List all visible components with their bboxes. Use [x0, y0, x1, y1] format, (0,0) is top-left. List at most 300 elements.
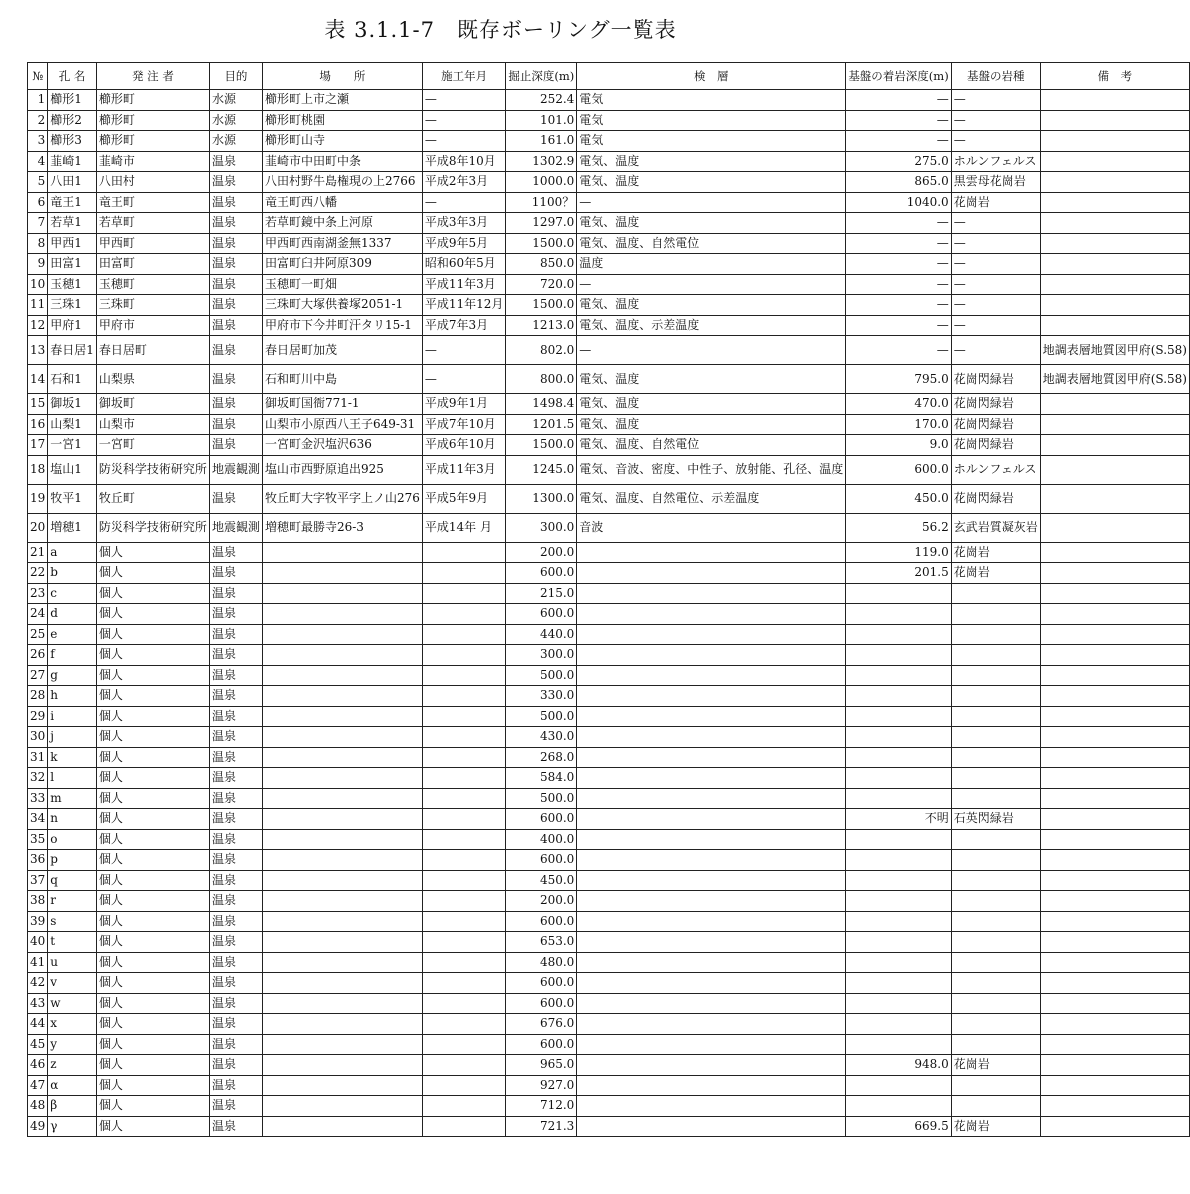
- cell-depth: 200.0: [506, 891, 577, 912]
- table-row: [28, 747, 1190, 768]
- cell-location: 韮崎市中田町中条: [262, 151, 422, 172]
- cell-basement-rock: 石英閃緑岩: [951, 809, 1040, 830]
- cell-purpose: 温泉: [209, 993, 262, 1014]
- cell-row-no: 46: [28, 1055, 48, 1076]
- cell-basement-rock: 花崗閃緑岩: [951, 365, 1040, 394]
- cell-basement-depth: [846, 624, 951, 645]
- cell-depth: 1245.0: [506, 455, 577, 484]
- cell-logging: [577, 624, 846, 645]
- cell-basement-depth: —: [846, 295, 951, 316]
- cell-row-no: 43: [28, 993, 48, 1014]
- table-row: [28, 973, 1190, 994]
- cell-location: [262, 583, 422, 604]
- cell-basement-depth: —: [846, 110, 951, 131]
- cell-basement-depth: [846, 747, 951, 768]
- cell-logging: [577, 665, 846, 686]
- cell-basement-rock: 花崗閃緑岩: [951, 394, 1040, 415]
- cell-purpose: 温泉: [209, 850, 262, 871]
- cell-remarks: [1040, 727, 1189, 748]
- cell-basement-depth: —: [846, 274, 951, 295]
- cell-depth: 300.0: [506, 513, 577, 542]
- cell-row-no: 42: [28, 973, 48, 994]
- cell-depth: 721.3: [506, 1116, 577, 1137]
- cell-location: [262, 952, 422, 973]
- cell-remarks: [1040, 993, 1189, 1014]
- cell-hole-name: 増穂1: [48, 513, 97, 542]
- cell-purpose: 温泉: [209, 394, 262, 415]
- cell-basement-rock: 花崗岩: [951, 192, 1040, 213]
- cell-basement-depth: 450.0: [846, 484, 951, 513]
- cell-remarks: [1040, 233, 1189, 254]
- cell-client: 個人: [96, 973, 209, 994]
- table-row: [28, 484, 1190, 513]
- cell-client: 個人: [96, 624, 209, 645]
- cell-logging: [577, 1055, 846, 1076]
- cell-basement-depth: [846, 1075, 951, 1096]
- cell-basement-depth: [846, 993, 951, 1014]
- cell-depth: 1201.5: [506, 414, 577, 435]
- cell-location: 若草町鏡中条上河原: [262, 213, 422, 234]
- table-row: [28, 151, 1190, 172]
- cell-logging: [577, 829, 846, 850]
- cell-date: [422, 727, 506, 748]
- cell-logging: [577, 850, 846, 871]
- cell-logging: [577, 563, 846, 584]
- cell-basement-rock: —: [951, 213, 1040, 234]
- cell-purpose: 温泉: [209, 484, 262, 513]
- table-row: [28, 542, 1190, 563]
- cell-client: 個人: [96, 850, 209, 871]
- cell-basement-rock: ホルンフェルス: [951, 455, 1040, 484]
- cell-client: 個人: [96, 563, 209, 584]
- cell-hole-name: y: [48, 1034, 97, 1055]
- cell-depth: 600.0: [506, 850, 577, 871]
- cell-row-no: 10: [28, 274, 48, 295]
- cell-row-no: 8: [28, 233, 48, 254]
- cell-remarks: [1040, 870, 1189, 891]
- cell-basement-depth: [846, 583, 951, 604]
- cell-remarks: [1040, 435, 1189, 456]
- cell-hole-name: g: [48, 665, 97, 686]
- cell-depth: 653.0: [506, 932, 577, 953]
- table-row: [28, 172, 1190, 193]
- cell-remarks: [1040, 213, 1189, 234]
- cell-logging: [577, 973, 846, 994]
- cell-remarks: [1040, 1055, 1189, 1076]
- cell-date: [422, 829, 506, 850]
- cell-remarks: [1040, 973, 1189, 994]
- cell-row-no: 4: [28, 151, 48, 172]
- table-row: [28, 686, 1190, 707]
- table-row: [28, 850, 1190, 871]
- cell-logging: [577, 747, 846, 768]
- cell-location: [262, 993, 422, 1014]
- table-row: [28, 435, 1190, 456]
- cell-basement-depth: [846, 973, 951, 994]
- cell-location: 石和町川中島: [262, 365, 422, 394]
- cell-purpose: 地震観測: [209, 513, 262, 542]
- table-row: [28, 932, 1190, 953]
- cell-depth: 1297.0: [506, 213, 577, 234]
- cell-hole-name: m: [48, 788, 97, 809]
- cell-date: 平成5年9月: [422, 484, 506, 513]
- cell-depth: 500.0: [506, 706, 577, 727]
- cell-row-no: 2: [28, 110, 48, 131]
- cell-location: [262, 973, 422, 994]
- cell-logging: 電気、音波、密度、中性子、放射能、孔径、温度: [577, 455, 846, 484]
- cell-client: 櫛形町: [96, 110, 209, 131]
- cell-basement-rock: [951, 952, 1040, 973]
- cell-purpose: 温泉: [209, 952, 262, 973]
- cell-location: [262, 1034, 422, 1055]
- cell-date: —: [422, 110, 506, 131]
- cell-client: 若草町: [96, 213, 209, 234]
- cell-row-no: 15: [28, 394, 48, 415]
- header-remarks: 備 考: [1040, 63, 1189, 90]
- cell-date: 昭和60年5月: [422, 254, 506, 275]
- cell-row-no: 45: [28, 1034, 48, 1055]
- table-body: [28, 90, 1190, 1137]
- cell-purpose: 温泉: [209, 542, 262, 563]
- cell-depth: 215.0: [506, 583, 577, 604]
- cell-purpose: 温泉: [209, 151, 262, 172]
- cell-purpose: 温泉: [209, 365, 262, 394]
- cell-client: 防災科学技術研究所: [96, 455, 209, 484]
- cell-logging: [577, 993, 846, 1014]
- cell-logging: [577, 768, 846, 789]
- cell-remarks: [1040, 932, 1189, 953]
- cell-client: 個人: [96, 1055, 209, 1076]
- cell-purpose: 温泉: [209, 315, 262, 336]
- cell-hole-name: 櫛形3: [48, 131, 97, 152]
- cell-hole-name: 櫛形2: [48, 110, 97, 131]
- cell-hole-name: s: [48, 911, 97, 932]
- header-depth: 掘止深度(m): [506, 63, 577, 90]
- cell-logging: [577, 583, 846, 604]
- cell-basement-depth: [846, 665, 951, 686]
- cell-basement-rock: —: [951, 90, 1040, 111]
- cell-location: 一宮町金沢塩沢636: [262, 435, 422, 456]
- cell-location: [262, 809, 422, 830]
- cell-basement-depth: [846, 768, 951, 789]
- cell-client: 牧丘町: [96, 484, 209, 513]
- cell-hole-name: α: [48, 1075, 97, 1096]
- cell-date: [422, 624, 506, 645]
- cell-date: [422, 604, 506, 625]
- cell-remarks: [1040, 891, 1189, 912]
- cell-basement-depth: [846, 1014, 951, 1035]
- cell-date: [422, 891, 506, 912]
- cell-client: 甲西町: [96, 233, 209, 254]
- cell-hole-name: 石和1: [48, 365, 97, 394]
- cell-basement-depth: [846, 788, 951, 809]
- cell-date: 平成3年3月: [422, 213, 506, 234]
- cell-remarks: [1040, 455, 1189, 484]
- cell-date: 平成11年3月: [422, 455, 506, 484]
- cell-hole-name: c: [48, 583, 97, 604]
- cell-depth: 500.0: [506, 788, 577, 809]
- cell-purpose: 温泉: [209, 891, 262, 912]
- cell-purpose: 水源: [209, 110, 262, 131]
- boring-table: [27, 62, 1190, 1137]
- cell-purpose: 温泉: [209, 768, 262, 789]
- cell-basement-depth: [846, 727, 951, 748]
- table-row: [28, 213, 1190, 234]
- cell-hole-name: l: [48, 768, 97, 789]
- cell-depth: 600.0: [506, 563, 577, 584]
- cell-client: 玉穂町: [96, 274, 209, 295]
- cell-logging: [577, 542, 846, 563]
- cell-basement-rock: —: [951, 110, 1040, 131]
- cell-depth: 1213.0: [506, 315, 577, 336]
- cell-hole-name: 甲西1: [48, 233, 97, 254]
- cell-client: 個人: [96, 1096, 209, 1117]
- cell-logging: [577, 788, 846, 809]
- cell-row-no: 47: [28, 1075, 48, 1096]
- cell-basement-depth: —: [846, 213, 951, 234]
- cell-row-no: 13: [28, 336, 48, 365]
- cell-logging: 電気: [577, 90, 846, 111]
- header-row: [28, 63, 1190, 90]
- cell-basement-depth: [846, 850, 951, 871]
- cell-client: 個人: [96, 809, 209, 830]
- cell-depth: 584.0: [506, 768, 577, 789]
- cell-row-no: 30: [28, 727, 48, 748]
- cell-purpose: 温泉: [209, 1096, 262, 1117]
- table-row: [28, 583, 1190, 604]
- cell-remarks: [1040, 747, 1189, 768]
- cell-depth: 1300.0: [506, 484, 577, 513]
- cell-logging: [577, 932, 846, 953]
- cell-location: [262, 686, 422, 707]
- cell-remarks: [1040, 645, 1189, 666]
- cell-remarks: [1040, 1116, 1189, 1137]
- table-row: [28, 1014, 1190, 1035]
- cell-client: 三珠町: [96, 295, 209, 316]
- cell-location: 春日居町加茂: [262, 336, 422, 365]
- cell-basement-rock: 花崗岩: [951, 1116, 1040, 1137]
- cell-client: 春日居町: [96, 336, 209, 365]
- table-row: [28, 192, 1190, 213]
- cell-client: 甲府市: [96, 315, 209, 336]
- cell-hole-name: 山梨1: [48, 414, 97, 435]
- cell-logging: [577, 1034, 846, 1055]
- cell-depth: 330.0: [506, 686, 577, 707]
- cell-purpose: 水源: [209, 131, 262, 152]
- cell-basement-rock: [951, 1014, 1040, 1035]
- cell-client: 田富町: [96, 254, 209, 275]
- cell-remarks: [1040, 829, 1189, 850]
- cell-remarks: [1040, 952, 1189, 973]
- cell-hole-name: o: [48, 829, 97, 850]
- cell-date: [422, 788, 506, 809]
- cell-row-no: 38: [28, 891, 48, 912]
- cell-depth: 252.4: [506, 90, 577, 111]
- table-row: [28, 254, 1190, 275]
- cell-basement-rock: —: [951, 254, 1040, 275]
- table-row: [28, 315, 1190, 336]
- cell-remarks: [1040, 706, 1189, 727]
- cell-logging: [577, 870, 846, 891]
- cell-date: 平成11年12月: [422, 295, 506, 316]
- cell-client: 御坂町: [96, 394, 209, 415]
- cell-hole-name: v: [48, 973, 97, 994]
- header-purpose: 目的: [209, 63, 262, 90]
- cell-hole-name: f: [48, 645, 97, 666]
- header-hole-name: 孔 名: [48, 63, 97, 90]
- table-row: [28, 1075, 1190, 1096]
- cell-location: [262, 932, 422, 953]
- cell-purpose: 温泉: [209, 604, 262, 625]
- cell-row-no: 48: [28, 1096, 48, 1117]
- cell-hole-name: r: [48, 891, 97, 912]
- cell-hole-name: 春日居1: [48, 336, 97, 365]
- cell-purpose: 温泉: [209, 973, 262, 994]
- cell-client: 個人: [96, 706, 209, 727]
- cell-location: [262, 542, 422, 563]
- cell-location: [262, 624, 422, 645]
- table-row: [28, 1055, 1190, 1076]
- cell-location: 増穂町最勝寺26-3: [262, 513, 422, 542]
- cell-hole-name: 御坂1: [48, 394, 97, 415]
- cell-basement-depth: [846, 686, 951, 707]
- cell-basement-rock: [951, 788, 1040, 809]
- cell-depth: 600.0: [506, 911, 577, 932]
- cell-location: 御坂町国衙771-1: [262, 394, 422, 415]
- cell-basement-rock: 花崗岩: [951, 542, 1040, 563]
- cell-purpose: 温泉: [209, 192, 262, 213]
- cell-date: 平成11年3月: [422, 274, 506, 295]
- cell-row-no: 41: [28, 952, 48, 973]
- cell-purpose: 温泉: [209, 747, 262, 768]
- cell-remarks: [1040, 254, 1189, 275]
- cell-purpose: 温泉: [209, 665, 262, 686]
- cell-location: [262, 768, 422, 789]
- cell-logging: 電気、温度、自然電位、示差温度: [577, 484, 846, 513]
- cell-date: 平成6年10月: [422, 435, 506, 456]
- cell-date: 平成2年3月: [422, 172, 506, 193]
- cell-client: 個人: [96, 604, 209, 625]
- cell-date: [422, 993, 506, 1014]
- cell-hole-name: 牧平1: [48, 484, 97, 513]
- cell-basement-depth: —: [846, 315, 951, 336]
- cell-date: 平成7年10月: [422, 414, 506, 435]
- cell-depth: 450.0: [506, 870, 577, 891]
- cell-date: [422, 809, 506, 830]
- cell-location: 甲府市下今井町汗タリ15-1: [262, 315, 422, 336]
- cell-client: 韮崎市: [96, 151, 209, 172]
- cell-date: [422, 686, 506, 707]
- cell-client: 個人: [96, 727, 209, 748]
- cell-client: 個人: [96, 645, 209, 666]
- cell-row-no: 22: [28, 563, 48, 584]
- cell-basement-rock: —: [951, 315, 1040, 336]
- cell-basement-depth: 795.0: [846, 365, 951, 394]
- cell-location: 櫛形町山寺: [262, 131, 422, 152]
- cell-basement-depth: 119.0: [846, 542, 951, 563]
- cell-basement-depth: 201.5: [846, 563, 951, 584]
- cell-hole-name: k: [48, 747, 97, 768]
- table-row: [28, 563, 1190, 584]
- cell-purpose: 温泉: [209, 213, 262, 234]
- cell-basement-rock: [951, 583, 1040, 604]
- cell-client: 個人: [96, 932, 209, 953]
- cell-client: 個人: [96, 1034, 209, 1055]
- cell-basement-rock: [951, 747, 1040, 768]
- cell-date: —: [422, 365, 506, 394]
- cell-purpose: 温泉: [209, 1034, 262, 1055]
- cell-logging: 電気、温度: [577, 365, 846, 394]
- table-row: [28, 891, 1190, 912]
- cell-location: 八田村野牛島権現の上2766: [262, 172, 422, 193]
- cell-basement-rock: [951, 993, 1040, 1014]
- cell-logging: —: [577, 336, 846, 365]
- cell-row-no: 44: [28, 1014, 48, 1035]
- table-row: [28, 809, 1190, 830]
- header-basement-rock: 基盤の岩種: [951, 63, 1040, 90]
- table-row: [28, 727, 1190, 748]
- cell-depth: 600.0: [506, 604, 577, 625]
- cell-date: —: [422, 192, 506, 213]
- cell-client: 個人: [96, 891, 209, 912]
- cell-remarks: [1040, 394, 1189, 415]
- cell-basement-depth: 170.0: [846, 414, 951, 435]
- table-row: [28, 513, 1190, 542]
- cell-purpose: 温泉: [209, 1055, 262, 1076]
- cell-basement-rock: [951, 686, 1040, 707]
- cell-basement-depth: 275.0: [846, 151, 951, 172]
- cell-depth: 965.0: [506, 1055, 577, 1076]
- cell-remarks: [1040, 513, 1189, 542]
- cell-hole-name: 三珠1: [48, 295, 97, 316]
- cell-logging: 電気: [577, 110, 846, 131]
- table-row: [28, 110, 1190, 131]
- cell-date: [422, 1034, 506, 1055]
- cell-basement-rock: ホルンフェルス: [951, 151, 1040, 172]
- cell-location: 山梨市小原西八王子649-31: [262, 414, 422, 435]
- cell-remarks: [1040, 274, 1189, 295]
- cell-depth: 600.0: [506, 1034, 577, 1055]
- table-row: [28, 624, 1190, 645]
- cell-date: [422, 1116, 506, 1137]
- cell-purpose: 温泉: [209, 172, 262, 193]
- cell-client: 八田村: [96, 172, 209, 193]
- cell-hole-name: 塩山1: [48, 455, 97, 484]
- cell-basement-rock: 玄武岩質凝灰岩: [951, 513, 1040, 542]
- cell-basement-rock: [951, 891, 1040, 912]
- cell-purpose: 温泉: [209, 295, 262, 316]
- table-row: [28, 1116, 1190, 1137]
- cell-basement-depth: —: [846, 336, 951, 365]
- cell-hole-name: 甲府1: [48, 315, 97, 336]
- table-row: [28, 131, 1190, 152]
- cell-logging: [577, 891, 846, 912]
- cell-location: [262, 891, 422, 912]
- cell-date: [422, 747, 506, 768]
- table-row: [28, 365, 1190, 394]
- cell-client: 櫛形町: [96, 90, 209, 111]
- cell-hole-name: γ: [48, 1116, 97, 1137]
- cell-date: [422, 563, 506, 584]
- cell-hole-name: z: [48, 1055, 97, 1076]
- cell-remarks: [1040, 809, 1189, 830]
- cell-location: [262, 870, 422, 891]
- cell-row-no: 1: [28, 90, 48, 111]
- cell-client: 個人: [96, 829, 209, 850]
- cell-depth: 1498.4: [506, 394, 577, 415]
- cell-location: [262, 850, 422, 871]
- cell-client: 個人: [96, 665, 209, 686]
